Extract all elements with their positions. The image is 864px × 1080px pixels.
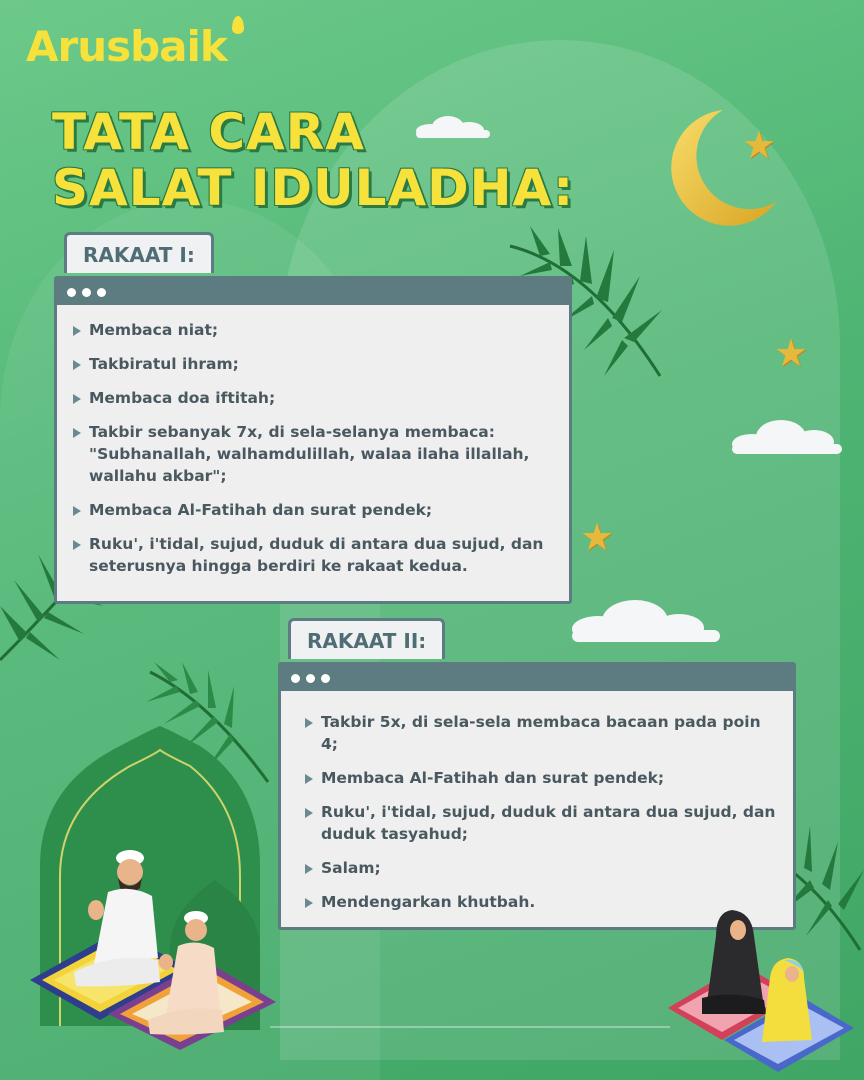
window-titlebar bbox=[281, 665, 793, 691]
title-line-1: TATA CARA bbox=[52, 103, 365, 161]
list-item: Mendengarkan khutbah. bbox=[305, 891, 779, 913]
rakaat-1-panel bbox=[54, 276, 572, 604]
list-item: Takbir 5x, di sela-sela membaca bacaan pada poin 4; bbox=[305, 711, 779, 755]
window-dots-icon bbox=[306, 674, 315, 683]
list-item: Takbiratul ihram; bbox=[73, 353, 555, 375]
bullet-triangle-icon bbox=[305, 774, 313, 784]
ground-line bbox=[270, 1026, 670, 1028]
window-dots-icon bbox=[82, 288, 91, 297]
brand-logo: Arusbaik bbox=[26, 22, 227, 71]
bullet-triangle-icon bbox=[73, 428, 81, 438]
rakaat-2-tab: RAKAAT II: bbox=[288, 618, 445, 659]
bullet-triangle-icon bbox=[73, 360, 81, 370]
rakaat-1-tab: RAKAAT I: bbox=[64, 232, 214, 273]
praying-man-illustration bbox=[148, 910, 228, 1036]
star-icon: ★ bbox=[742, 123, 777, 167]
list-item: Ruku', i'tidal, sujud, duduk di antara dua sujud, dan seterusnya hingga berdiri ke rakaat kedua. bbox=[73, 533, 555, 577]
bullet-triangle-icon bbox=[305, 718, 313, 728]
list-item: Takbir sebanyak 7x, di sela-selanya membaca: "Subhanallah, walhamdulillah, walaa ilaha illallah, wallahu akbar"; bbox=[73, 421, 555, 487]
bullet-triangle-icon bbox=[305, 864, 313, 874]
bullet-triangle-icon bbox=[73, 394, 81, 404]
bullet-triangle-icon bbox=[305, 898, 313, 908]
star-icon: ★ bbox=[580, 515, 615, 559]
rakaat-2-panel bbox=[278, 662, 796, 930]
praying-woman-illustration bbox=[760, 958, 816, 1046]
cloud-icon bbox=[572, 600, 720, 642]
window-dots-icon bbox=[291, 674, 300, 683]
star-icon: ★ bbox=[774, 331, 809, 375]
bullet-triangle-icon bbox=[73, 506, 81, 516]
list-item: Membaca niat; bbox=[73, 319, 555, 341]
praying-woman-illustration bbox=[702, 910, 768, 1014]
list-item: Membaca Al-Fatihah dan surat pendek; bbox=[73, 499, 555, 521]
cloud-icon bbox=[732, 420, 842, 454]
list-item: Salam; bbox=[305, 857, 779, 879]
logo-leaf-icon bbox=[232, 16, 244, 34]
window-titlebar bbox=[57, 279, 569, 305]
list-item: Ruku', i'tidal, sujud, duduk di antara dua sujud, dan duduk tasyahud; bbox=[305, 801, 779, 845]
window-dots-icon bbox=[97, 288, 106, 297]
bullet-triangle-icon bbox=[305, 808, 313, 818]
bullet-triangle-icon bbox=[73, 326, 81, 336]
rakaat-2-steps bbox=[281, 691, 793, 935]
window-dots-icon bbox=[67, 288, 76, 297]
window-dots-icon bbox=[321, 674, 330, 683]
rakaat-1-steps bbox=[57, 305, 569, 599]
list-item: Membaca Al-Fatihah dan surat pendek; bbox=[305, 767, 779, 789]
title-line-2: SALAT IDULADHA: bbox=[52, 159, 575, 217]
page-title bbox=[52, 104, 574, 216]
bullet-triangle-icon bbox=[73, 540, 81, 550]
cloud-icon bbox=[416, 116, 490, 138]
list-item: Membaca doa iftitah; bbox=[73, 387, 555, 409]
